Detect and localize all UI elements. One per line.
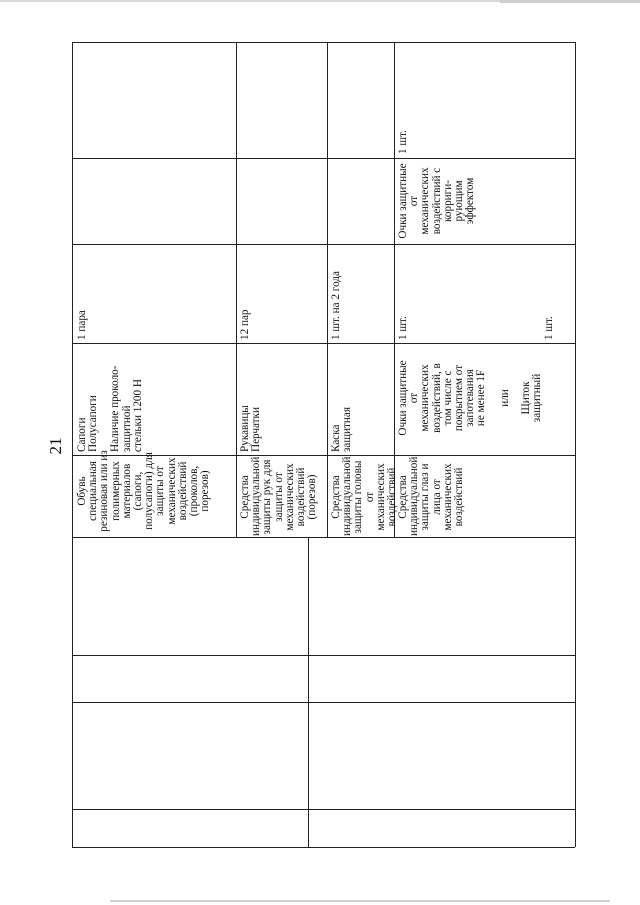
row4-item: механических [419,364,432,432]
row4-item-b: Щиток [519,381,532,415]
row1-item: Наличие проколо- [109,365,122,452]
col-divider-lower-3 [72,702,575,703]
row4-items-cell [398,344,570,452]
page-number: 21 [46,437,65,455]
row1-norm-cell [77,246,231,340]
row4-extra: 1 шт. [397,130,409,154]
col-divider-norm [72,244,575,245]
scan-edge-top-right [500,0,640,3]
row4-item: не менее 1F [475,369,488,427]
row1-items-cell [77,344,231,452]
scan-edge-bottom [110,900,610,902]
row2-norm: 12 пар [239,309,251,340]
row4-item: от [408,392,421,404]
row4-item-b: защитный [531,373,544,423]
row4-extra-cell [398,46,414,154]
col-divider-note [72,158,575,159]
row4-item: запотевания [464,369,477,427]
col-divider-lower-4 [72,809,575,810]
col-border-top [72,42,575,43]
row3-norm-cell [331,244,391,340]
row3-name-cell [330,456,399,536]
row1-item: защитной [120,405,133,452]
row2-item: Перчатки [250,407,263,452]
row4-note: Очки защитные от механических воздействий с корриги-рующим эффектом [397,163,477,239]
row4-item: покрытием от [453,364,466,432]
row4-name: Средства индивидуальной защиты глаз и лица от механических воздействий [397,456,466,536]
row-divider-2 [327,42,328,538]
row1-name: Обувь специальная резиновая или из полимерных материалов (сапоги, полусапоги) для защиты от механических воздействий (проколов, порезов) [76,450,212,532]
row-divider-lower [308,537,309,847]
row4-item: Очки защитные [397,360,409,436]
row1-item: стельки 1200 Н [131,379,144,452]
row2-name-cell [240,458,324,536]
row4-note-cell [398,162,502,240]
row4-item: том числе с [441,370,454,426]
row4-name-cell [398,458,570,536]
row3-norm: 1 шт. на 2 года [330,270,342,340]
row4-norm-a: 1 шт. [397,316,409,340]
col-border-bottom [72,847,575,848]
row3-name: Средства индивидуальной защиты головы от механических воздействий [330,456,399,536]
col-divider-lower-2 [72,655,575,656]
table-border-left [72,42,73,847]
row2-norm-cell [240,246,324,340]
row4-norm-b-cell [544,244,568,340]
col-divider-lower [72,537,575,538]
row4-or-label: или [498,389,511,407]
row-divider-1 [236,42,237,538]
row4-item: воздействий, в [430,363,443,433]
row1-item: Полусапоги [87,395,100,452]
row1-norm: 1 пара [76,310,88,340]
row2-item: Рукавицы [239,405,251,452]
row2-items-cell [240,344,324,452]
row4-norm-b: 1 шт. [543,316,555,340]
row1-item: Сапоги [76,417,88,452]
row3-item: Каска [330,424,342,452]
row3-item: защитная [341,407,354,452]
row3-items-cell [331,344,391,452]
table-border-right [575,42,576,847]
row2-name: Средства индивидуальной защиты рук для защиты от механических воздействий (порезов) [239,456,319,536]
row4-norm-a-cell [398,244,438,340]
row1-name-cell [77,446,231,536]
